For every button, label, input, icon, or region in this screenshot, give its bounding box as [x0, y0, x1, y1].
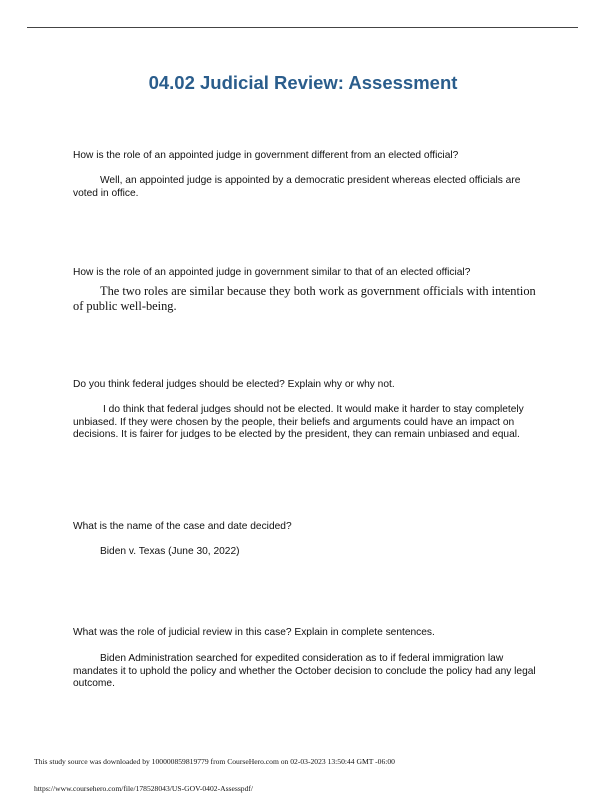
source-url[interactable]: https://www.coursehero.com/file/178528043/US-GOV-0402-Assesspdf/: [34, 784, 254, 793]
question-4: What is the name of the case and date decided?: [73, 521, 292, 532]
download-notice: This study source was downloaded by 100000859819779 from CourseHero.com on 02-03-2023 13:50:44 GMT -06:00: [34, 757, 395, 766]
document-title: 04.02 Judicial Review: Assessment: [148, 72, 458, 93]
answer-2: The two roles are similar because they both work as government officials with intention of public well-being.: [73, 284, 536, 313]
question-1: How is the role of an appointed judge in government different from an elected official?: [73, 150, 459, 161]
question-5: What was the role of judicial review in this case? Explain in complete sentences.: [73, 627, 435, 638]
answer-5: Biden Administration searched for expedited consideration as to if federal immigration law mandates it to uphold the policy and whether the October decision to conclude the policy had any legal outcome.: [73, 653, 536, 689]
top-divider: [27, 27, 578, 28]
answer-4: Biden v. Texas (June 30, 2022): [100, 546, 240, 557]
question-2: How is the role of an appointed judge in government similar to that of an elected official?: [73, 267, 471, 278]
answer-1: Well, an appointed judge is appointed by a democratic president whereas elected officials are voted in office.: [73, 175, 521, 199]
answer-3: I do think that federal judges should not be elected. It would make it harder to stay completely unbiased. If they were chosen by the people, their beliefs and arguments could have an impact on decisions. It is fairer for judges to be elected by the president, they can remain unbiased and equal.: [73, 404, 524, 440]
question-3: Do you think federal judges should be elected? Explain why or why not.: [73, 379, 395, 390]
